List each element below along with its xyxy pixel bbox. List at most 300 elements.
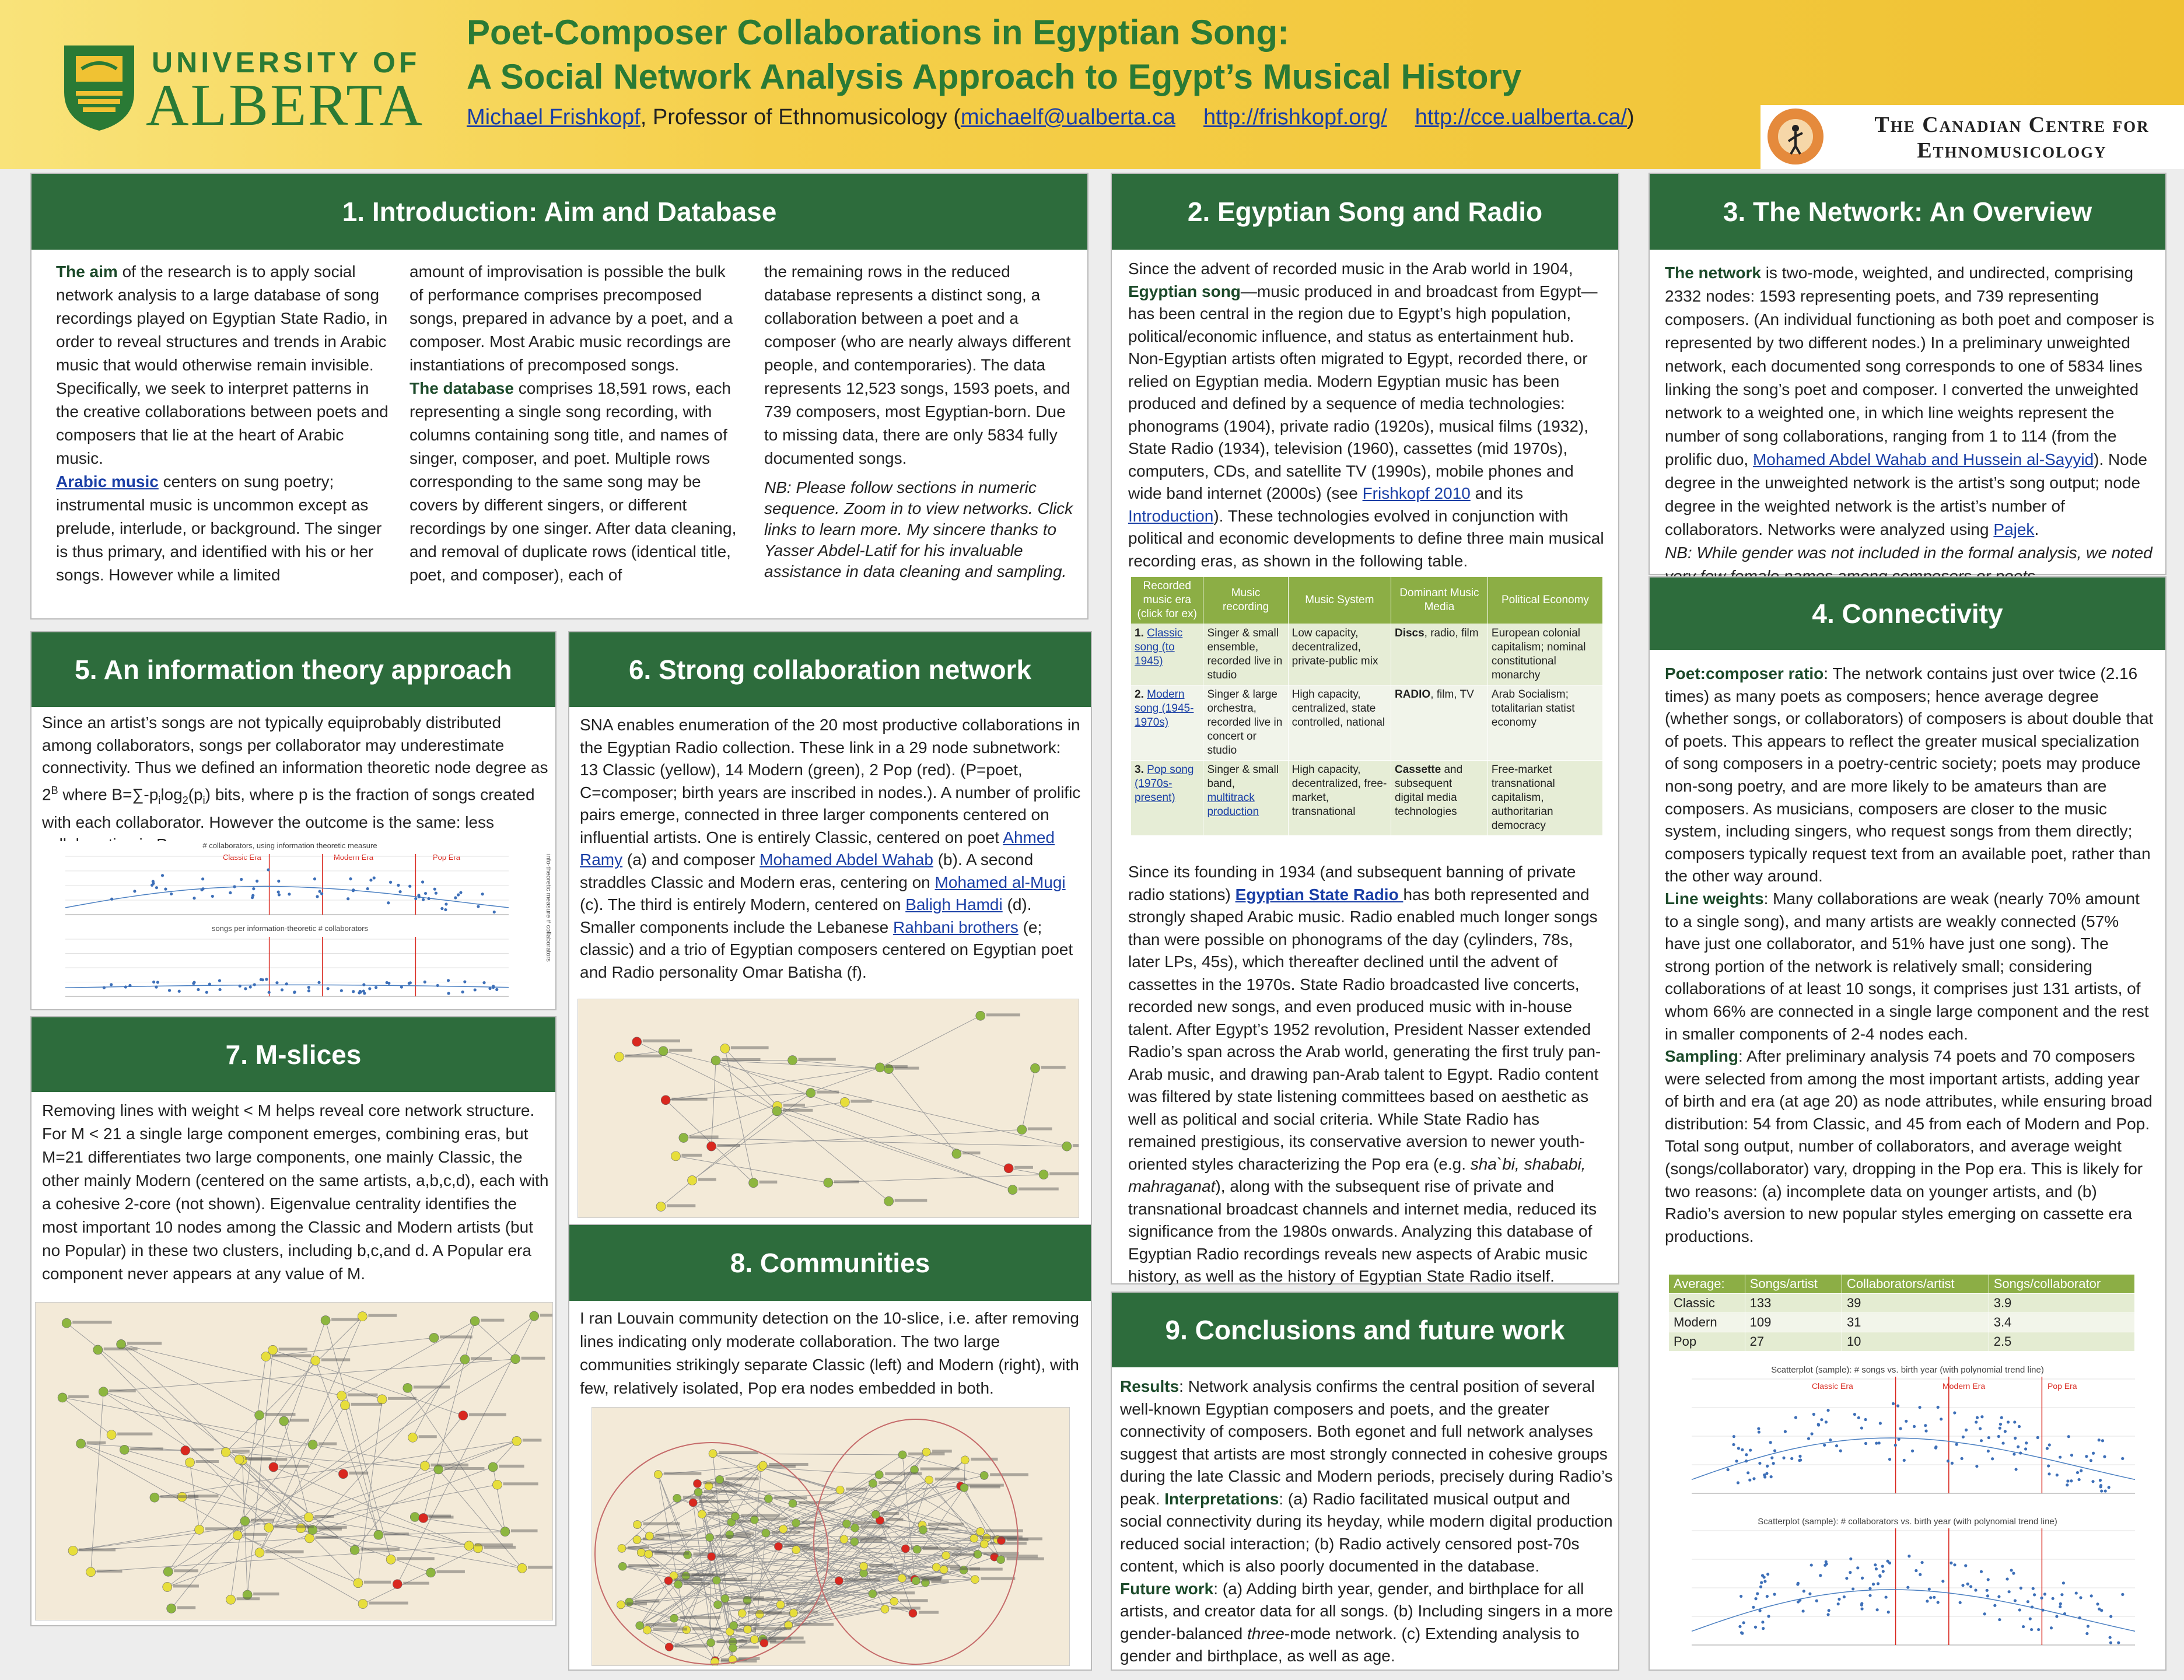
scatter-point xyxy=(277,891,280,894)
scatter-point xyxy=(1874,1563,1877,1566)
node-label-mark xyxy=(429,1516,454,1518)
scatter-point xyxy=(2006,1577,2008,1580)
node-label-mark xyxy=(331,1318,359,1321)
node-label-mark xyxy=(232,1450,250,1452)
scatter-point xyxy=(1959,1601,1962,1604)
network-node xyxy=(337,1391,346,1401)
table-row xyxy=(1131,685,1603,761)
strong-collaboration-network-graph xyxy=(578,999,1079,1218)
node-label-mark xyxy=(275,1525,314,1528)
scatter-point xyxy=(1798,1455,1801,1458)
scatter-point xyxy=(1766,1573,1769,1576)
scatter-point xyxy=(1919,1573,1922,1576)
scatter-point xyxy=(457,893,460,896)
scatter-point xyxy=(2027,1600,2029,1603)
scatter-point xyxy=(373,876,376,879)
scatter-point xyxy=(1888,1458,1891,1461)
reduced-db-text: the remaining rows in the reduced database represents a distinct song, a collaboration between a poet and a composer (who are nearly always different people, and contemporaries). The data represents 12,523 songs, 1593 poets, and 739 composers, most Egyptian-born. Due to missing data, there are only 5834 fully documented songs. xyxy=(764,262,1071,467)
scatter-point xyxy=(1835,1444,1838,1447)
node-label-mark xyxy=(540,1314,553,1317)
scatter-point xyxy=(155,986,158,989)
network-node xyxy=(464,1541,474,1550)
node-label-mark xyxy=(469,1413,506,1416)
scatter-point xyxy=(1860,1602,1863,1605)
rahbani-link[interactable]: Rahbani brothers xyxy=(893,918,1019,936)
node-label-mark xyxy=(430,1464,468,1466)
scatter-point xyxy=(307,986,310,989)
gender-note: NB: While gender was not included in the formal analysis, we noted xyxy=(1665,544,2152,562)
abdel-wahab-link[interactable]: Mohamed Abdel Wahab xyxy=(760,850,933,869)
scatter-point xyxy=(2008,1590,2011,1593)
scatter-point xyxy=(2109,1641,2112,1644)
scatter-point xyxy=(1878,1441,1881,1444)
scatter-point xyxy=(239,985,242,988)
al-mugi-link[interactable]: Mohamed al-Mugi xyxy=(935,873,1066,891)
baligh-hamdi-link[interactable]: Baligh Hamdi xyxy=(905,895,1003,914)
network-edge xyxy=(684,1138,1067,1147)
scatter-point xyxy=(1860,1426,1863,1429)
node-label-mark xyxy=(503,1482,538,1485)
cce-logo-icon xyxy=(1766,107,1825,166)
modern-community-outline xyxy=(814,1419,1018,1664)
era-label-classic: Classic Era xyxy=(223,853,261,862)
network-edge xyxy=(247,1350,273,1595)
scatter-point xyxy=(1934,1447,1937,1450)
table-cell: Singer & small ensemble, recorded live in studio xyxy=(1203,624,1288,685)
text-run: (a) and composer xyxy=(622,850,760,869)
node-label-mark xyxy=(279,1348,307,1350)
node-label-mark xyxy=(1041,1066,1065,1069)
era-link-pop[interactable]: Pop song (1970s-present) xyxy=(1135,764,1194,804)
introduction-link[interactable]: Introduction xyxy=(1128,506,1214,525)
scatter-point xyxy=(1745,1460,1748,1462)
scatter-point xyxy=(1852,1587,1854,1590)
table-header: Recorded music era (click for ex) xyxy=(1131,577,1203,624)
scatter-point xyxy=(1754,1626,1757,1629)
scatter-point xyxy=(2121,1593,2124,1596)
scatter-point xyxy=(1857,1416,1860,1419)
sampling-label: Sampling xyxy=(1665,1047,1739,1066)
network-node xyxy=(976,1011,985,1020)
scatter-point xyxy=(1732,1443,1735,1446)
text-run: Removing lines with weight < M helps reveal core network structure. For M < 21 a single large component emerges, combining eras, but M=21 differentiates two large components, one mainly Classic, the other mainly Modern (centered on the same artists, a,b,c,d), each with a cohesive 2-core (not shown). Eigenvalue centrality identifies the most important 10 nodes among the Classic and Modern artists (but no Popular) in these two clusters, including b,c,and d. A Popular era component never appears at any value of M. xyxy=(42,1101,549,1283)
scatter-point xyxy=(1998,1618,2001,1621)
node-label-mark xyxy=(667,1204,695,1207)
network-node xyxy=(186,1458,195,1467)
scatter-point xyxy=(2108,1486,2110,1489)
scatter-point xyxy=(1763,1580,1766,1583)
scatter-point xyxy=(1961,1457,1964,1460)
network-node xyxy=(488,1462,498,1472)
network-node xyxy=(806,1088,816,1098)
scatter-point xyxy=(1849,1558,1852,1560)
scatter-point xyxy=(2048,1472,2050,1475)
network-edge xyxy=(266,1356,382,1399)
node-label-mark xyxy=(318,1443,337,1446)
table-row xyxy=(1669,1313,2135,1332)
scatter-point xyxy=(1993,1604,1996,1607)
network-graph-svg xyxy=(36,1303,553,1620)
scatter-point xyxy=(1999,1427,2001,1430)
network-edge xyxy=(716,1060,889,1201)
email-link[interactable]: michaelf@ualberta.ca xyxy=(960,105,1175,130)
scatter-point xyxy=(2062,1581,2065,1584)
node-label-mark xyxy=(1028,1128,1052,1130)
network-overview-text xyxy=(1665,261,2155,588)
scatter-point xyxy=(1815,1600,1818,1602)
text-run: (d). Smaller components include the Lebanese xyxy=(580,895,1032,936)
scatter-point xyxy=(1748,1479,1751,1482)
network-edge xyxy=(81,1444,363,1604)
network-node xyxy=(530,1311,539,1321)
scatter-point xyxy=(318,890,321,893)
network-edge xyxy=(716,1060,888,1069)
table-cell xyxy=(1131,685,1203,761)
university-logo xyxy=(58,35,443,140)
scatter-point xyxy=(428,897,430,900)
section-heading: 3. The Network: An Overview xyxy=(1650,174,2165,250)
scatter-point xyxy=(1803,1590,1805,1592)
node-label-mark xyxy=(437,1570,465,1573)
node-label-mark xyxy=(850,1100,872,1102)
scatter-point xyxy=(2085,1455,2088,1458)
scatter-point xyxy=(1885,1595,1888,1598)
scatter-point xyxy=(1758,1462,1761,1465)
scatter-point xyxy=(2020,1587,2022,1590)
rec-text: Singer & small band, xyxy=(1207,764,1279,790)
section-m-slices xyxy=(30,1016,556,1626)
node-label-mark xyxy=(834,1180,859,1183)
scatter-point xyxy=(352,990,355,993)
scatter-point xyxy=(2078,1616,2081,1619)
songs-scatter-chart xyxy=(1668,1364,2147,1506)
network-node xyxy=(308,1440,317,1450)
scatter-point xyxy=(2012,1572,2015,1575)
table-cell: 27 xyxy=(1745,1332,1842,1352)
network-node xyxy=(1008,1185,1017,1195)
scatter-point xyxy=(1808,1592,1811,1595)
era-number: 3. xyxy=(1135,764,1147,776)
media-text: , film, TV xyxy=(1430,688,1474,701)
node-label-mark xyxy=(718,1144,741,1147)
scatter-point xyxy=(1782,1457,1785,1460)
network-node xyxy=(374,1530,383,1539)
node-label-mark xyxy=(986,1013,1020,1016)
eras-table xyxy=(1130,576,1603,836)
scatter-point xyxy=(1766,1465,1769,1468)
scatter-point xyxy=(110,898,113,901)
scatter-point xyxy=(156,981,159,984)
scatter-point xyxy=(2018,1608,2021,1611)
node-label-mark xyxy=(1019,1188,1059,1191)
scatter-point xyxy=(2018,1425,2021,1428)
scatter-point xyxy=(1987,1436,1990,1439)
scatter-point xyxy=(2100,1609,2103,1612)
table-header: Songs/collaborator xyxy=(1989,1275,2134,1294)
site-link-1[interactable]: http://frishkopf.org/ xyxy=(1203,105,1387,130)
media-label: Discs xyxy=(1394,627,1424,639)
frishkopf-link[interactable]: Frishkopf 2010 xyxy=(1362,484,1471,502)
text-run: is two-mode, weighted, and undirected, comprising 2332 nodes: 1593 representing poets, and 739 representing composers. (An individual functioning as both poet and composer is represented by two different nodes.) In a preliminary unweighted network, each documented song corresponds to one of 5834 lines linking the song’s poet and composer. I converted the unweighted network to a weighted one, in which line weights represent the number of song collaborations, ranging from 1 to 114 (from the prolific duo, xyxy=(1665,264,2154,468)
scatter-point xyxy=(1966,1583,1969,1586)
table-cell: Pop xyxy=(1669,1332,1745,1352)
scatter-point xyxy=(368,987,371,990)
scatter-point xyxy=(253,983,256,986)
scatter-point xyxy=(1766,1595,1769,1598)
scatter-point xyxy=(1965,1429,1968,1432)
scatter-point xyxy=(2046,1447,2049,1450)
scatter-point xyxy=(124,985,127,988)
scatter-point xyxy=(1961,1584,1964,1587)
era-link-modern[interactable]: Modern song (1945-1970s) xyxy=(1135,688,1194,729)
scatter-point xyxy=(211,895,214,898)
text-run: Since its founding in 1934 (and subsequent banning of private radio stations) xyxy=(1128,863,1576,904)
scatter-point xyxy=(1759,1586,1762,1588)
duo-link[interactable]: Mohamed Abdel Wahab and Hussein al-Sayyid xyxy=(1752,450,2094,468)
author-link[interactable]: Michael Frishkopf xyxy=(467,105,640,130)
scatter-point xyxy=(352,888,355,891)
text-run: ). Node degree in the unweighted network is the artist’s song output; node degree in the weighted network is the artist’s number of collaborators. Networks were analyzed using xyxy=(1665,450,2147,538)
scatter-point xyxy=(1928,1588,1931,1591)
scatter-point xyxy=(261,978,264,981)
network-node xyxy=(659,1046,668,1056)
scatter-point xyxy=(2109,1615,2112,1618)
scatter-point xyxy=(1898,1438,1901,1441)
text-run: ) bits, where p is the fraction of songs created with each collaborator. However the outcome is the same: less xyxy=(42,785,535,831)
scatter-point xyxy=(477,905,480,908)
scatter-point xyxy=(2050,1626,2053,1629)
site-link-2[interactable]: http://cce.ualberta.ca/ xyxy=(1415,105,1628,130)
table-header: Average: xyxy=(1669,1275,1745,1294)
network-edge xyxy=(684,1068,880,1138)
scatter-point xyxy=(2104,1489,2107,1492)
section-egyptian-song-radio xyxy=(1111,173,1619,1284)
network-node xyxy=(264,1523,274,1532)
scatter-point xyxy=(1933,1596,1936,1599)
scatter-point xyxy=(422,898,425,901)
text-run: —music produced in and broadcast from Egypt—has been central in the region due to Egypt’s high population, political/economic influence, and status as entertainment hub. Non-Egyptian artists often migrated to Egypt, recorded there, or relied on Egyptian media. Modern Egyptian music has been produced and defined by a sequence of media technologies: phonograms (1904), private radio (1920s), musical films (1932), State Radio (1934), television (1960), cassettes (mid 1970s), computers, CDs, and satellite TV (1990s), mobile phones and wide band internet (2000s) (see xyxy=(1128,282,1598,502)
arabic-music-link[interactable]: Arabic music xyxy=(56,473,159,491)
scatter-point xyxy=(2100,1489,2103,1492)
multitrack-link[interactable]: multitrack production xyxy=(1207,792,1259,818)
node-label-mark xyxy=(191,1448,214,1451)
scatter-point xyxy=(359,991,362,993)
node-label-mark xyxy=(681,1154,702,1157)
table-cell: 39 xyxy=(1842,1294,1989,1313)
scatter-point xyxy=(1908,1555,1910,1558)
network-node xyxy=(240,1517,250,1526)
network-node xyxy=(255,1410,264,1420)
database-text: comprises 18,591 rows, each representing a single song recording, with columns containing song title, and names of singer, composer, and poet. Multiple rows corresponding to the same song may be covers by different singers, or different recordings by one singer. After data cleaning, and removal of duplicate rows (identical title, poet, and composer), each of xyxy=(410,379,737,584)
scatter-point xyxy=(454,896,457,899)
scatter-point xyxy=(218,979,221,982)
scatter-point xyxy=(1745,1453,1748,1456)
table-cell: 10 xyxy=(1842,1332,1989,1352)
scatter-point xyxy=(1918,1406,1921,1409)
scatter-point xyxy=(2076,1471,2079,1474)
table-header-row xyxy=(1669,1275,2135,1294)
section-heading: 4. Connectivity xyxy=(1650,578,2165,650)
table-cell xyxy=(1391,624,1488,685)
node-label-mark xyxy=(272,1354,312,1357)
scatter-point xyxy=(256,880,258,883)
arabic-music-text: centers on sung poetry; instrumental music is uncommon except as prelude, interlude, or background. The singer is thus primary, and identified with his or her songs. However while a limited xyxy=(56,473,382,584)
network-edge xyxy=(266,1338,434,1356)
network-edge xyxy=(1009,1168,1044,1175)
text-run: : (a) Adding birth year, gender, and birthplace for all artists, and creator data for all songs. (b) Including singers in a more gender-balanced xyxy=(1120,1579,1614,1643)
node-label-mark xyxy=(625,1055,662,1058)
scatter-point xyxy=(1807,1437,1810,1440)
node-label-mark xyxy=(253,1592,279,1595)
scatter-point xyxy=(233,885,236,888)
scatter-point xyxy=(2078,1478,2081,1481)
scatter-point xyxy=(1872,1583,1875,1586)
scatter-point xyxy=(161,874,164,877)
node-label-mark xyxy=(109,1390,135,1392)
scatter-point xyxy=(267,868,270,871)
era-number: 1. xyxy=(1135,627,1147,639)
scatter-point xyxy=(414,897,417,900)
scatter-plot xyxy=(1668,1516,2147,1658)
node-label-mark xyxy=(351,1403,383,1406)
scatter-point xyxy=(320,892,323,895)
network-node xyxy=(68,1546,78,1555)
state-radio-link[interactable]: Egyptian State Radio xyxy=(1235,885,1404,904)
table-header: Music System xyxy=(1288,577,1391,624)
title-line-2: A Social Network Analysis Approach to Egypt’s Musical History xyxy=(467,57,1522,96)
trend-line xyxy=(65,887,509,908)
scatter-point xyxy=(1969,1585,1972,1588)
network-node xyxy=(338,1469,348,1479)
network-edge xyxy=(793,1060,889,1069)
media-label: RADIO xyxy=(1394,688,1431,701)
scatter-point xyxy=(1937,1601,1940,1604)
network-node xyxy=(1062,1142,1072,1151)
pajek-link[interactable]: Pajek xyxy=(1993,520,2035,538)
chart-title: Scatterplot (sample): # songs vs. birth year (with polynomial trend line) xyxy=(1771,1365,2044,1375)
scatter-point xyxy=(2070,1479,2073,1482)
node-label-mark xyxy=(895,1199,928,1202)
table-cell: 3.4 xyxy=(1989,1313,2134,1332)
node-label-mark xyxy=(318,1528,342,1531)
network-edge xyxy=(237,1535,358,1583)
scatter-point xyxy=(2032,1587,2035,1590)
scatter-point xyxy=(1837,1602,1840,1605)
scatter-point xyxy=(2101,1439,2104,1442)
network-node xyxy=(86,1567,96,1577)
text-run: : Network analysis confirms the central position of several well-known Egyptian composers and poets, and the greater connectivity of composers. Both egonet and full network analyses suggest that artists are most strongly connected in cohesive groups during the late Classic and Modern periods, precisely during Radio’s peak. xyxy=(1120,1377,1613,1508)
scatter-point xyxy=(1790,1457,1793,1460)
communities-network-graph xyxy=(592,1407,1070,1666)
scatter-point xyxy=(1754,1597,1757,1600)
scatter-point xyxy=(327,987,330,990)
scatter-point xyxy=(1770,1475,1773,1478)
scatter-point xyxy=(463,980,466,983)
scatter-point xyxy=(1849,1571,1852,1574)
scatter-plot xyxy=(1668,1364,2147,1506)
scatter-point xyxy=(2031,1605,2034,1608)
scatter-point xyxy=(1953,1411,1956,1414)
scatter-point xyxy=(1843,1595,1846,1598)
network-node xyxy=(261,1352,271,1361)
node-label-mark xyxy=(173,1584,199,1587)
node-label-mark xyxy=(698,1178,716,1181)
scatter-point xyxy=(2060,1593,2063,1596)
scatter-point xyxy=(362,983,365,986)
scatter-point xyxy=(1868,1587,1871,1590)
chart-title: # collaborators, using information theoretic measure xyxy=(202,841,377,850)
network-node xyxy=(512,1436,522,1446)
scatter-point xyxy=(1825,1420,1828,1423)
network-node xyxy=(419,1513,428,1522)
scatter-point xyxy=(1906,1586,1909,1589)
scatter-point xyxy=(2079,1596,2082,1599)
scatter-point xyxy=(1975,1465,1978,1468)
scatter-point xyxy=(1757,1427,1760,1430)
network-node xyxy=(426,1568,436,1577)
scatter-point xyxy=(2059,1605,2062,1608)
scatter-point xyxy=(492,986,495,989)
scatter-point xyxy=(1864,1418,1867,1421)
node-label-mark xyxy=(237,1597,260,1600)
scatter-point xyxy=(1953,1563,1956,1566)
scatter-plot xyxy=(42,924,520,1009)
scatter-point xyxy=(440,907,443,910)
scatter-point xyxy=(1824,1564,1826,1567)
scatter-point xyxy=(488,987,491,990)
scatter-point xyxy=(1856,1566,1859,1569)
scatter-point xyxy=(2047,1464,2050,1467)
text-run: ), along with the subsequent rise of private and transnational broadcast channels and internet media, reduced its significance from the 1980s onwards. Analyzing this database of Egyptian Radio recordings reveals new aspects of Arabic music history, as well as the history of Egyptian State Radio itself. xyxy=(1128,1177,1597,1285)
node-label-mark xyxy=(196,1460,219,1463)
scatter-point xyxy=(1980,1415,1983,1418)
network-node xyxy=(233,1531,242,1540)
scatter-point xyxy=(2059,1602,2062,1605)
scatter-point xyxy=(461,991,464,993)
scatter-point xyxy=(218,988,221,991)
scatter-point xyxy=(398,890,401,893)
network-edge xyxy=(493,1467,505,1532)
collaborators-scatter-chart xyxy=(1668,1516,2147,1658)
scatter-point xyxy=(346,897,349,900)
scatter-point xyxy=(1940,1418,1943,1420)
scatter-point xyxy=(1740,1595,1742,1598)
ahmed-ramy-link[interactable]: Ahmed Ramy xyxy=(580,828,1055,869)
text-run: ). These technologies evolved in conjunction with political and economic developments to define three main musical recording eras, as shown in the following table. xyxy=(1128,506,1604,570)
network-node xyxy=(707,1142,716,1151)
text-run: -mode network. (c) Extending analysis to gender and birthplace, as well as age. xyxy=(1120,1624,1580,1665)
scatter-point xyxy=(474,988,477,991)
network-node xyxy=(459,1411,468,1420)
scatter-point xyxy=(317,981,320,984)
close-paren: ) xyxy=(1627,105,1634,130)
era-link-classic[interactable]: Classic song (to 1945) xyxy=(1135,627,1183,667)
network-edge xyxy=(91,1392,104,1572)
scatter-point xyxy=(1761,1620,1764,1623)
network-node xyxy=(163,1567,173,1576)
section-network-overview xyxy=(1648,173,2166,575)
scatter-point xyxy=(2025,1441,2028,1444)
network-edge xyxy=(62,1398,111,1435)
scatter-point xyxy=(397,884,400,887)
network-node xyxy=(1039,1170,1048,1180)
node-label-mark xyxy=(364,1581,391,1584)
node-label-mark xyxy=(349,1472,368,1475)
scatter-point xyxy=(2043,1592,2046,1595)
scatter-point xyxy=(268,991,271,994)
community-outlines xyxy=(592,1408,1070,1666)
scatter-point xyxy=(436,984,439,987)
